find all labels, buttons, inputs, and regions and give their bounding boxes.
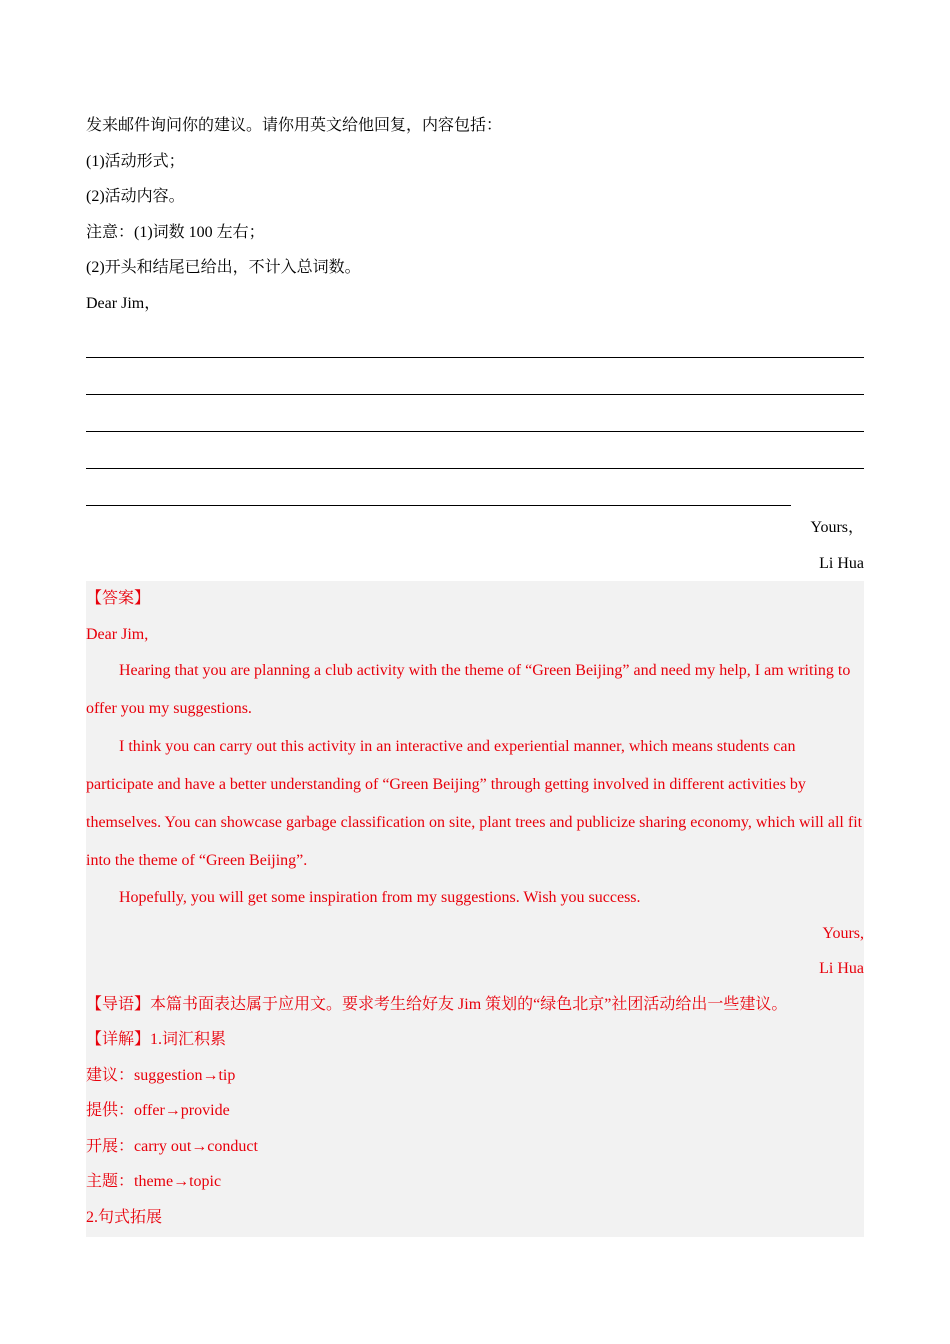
answer-label: 【答案】 [86, 590, 151, 607]
answer-blank-line[interactable] [86, 469, 791, 506]
detail-heading: 1.词汇积累 [150, 1031, 227, 1048]
guide-line [86, 987, 864, 1023]
detail-label: 【详解】 [86, 1031, 151, 1048]
question-closing: Yours， [810, 519, 864, 536]
question-salutation: Dear Jim， [86, 294, 161, 312]
answer-blank-line[interactable] [86, 321, 864, 358]
question-line-3: (2)活动内容。 [86, 188, 185, 205]
guide-text: 本篇书面表达属于应用文。要求考生给好友 Jim 策划的“绿色北京”社团活动给出一些建议。 [150, 995, 788, 1013]
vocab-item: 开展：carry out→conduct [86, 1137, 258, 1155]
question-signature: Li Hua [819, 554, 864, 572]
answer-paragraph-1: Hearing that you are planning a club activity with the theme of “Green Beijing” and need my help, I am writing to offer you my suggestions. [86, 662, 851, 717]
answer-salutation: Dear Jim, [86, 625, 149, 643]
question-line-2: (1)活动形式； [86, 152, 185, 170]
answer-blank-line[interactable] [86, 358, 864, 395]
answer-paragraph-3: Hopefully, you will get some inspiration from my suggestions. Wish you success. [119, 889, 641, 906]
answer-blank-line[interactable] [86, 432, 864, 469]
detail-heading-2: 2.句式拓展 [86, 1208, 163, 1226]
vocab-item: 主题：theme→topic [86, 1173, 222, 1190]
answer-signature: Li Hua [819, 960, 864, 977]
vocab-item: 提供：offer→provide [86, 1102, 230, 1119]
answer-blank-line[interactable] [86, 395, 864, 432]
guide-label: 【导语】 [86, 995, 151, 1013]
question-line-4: 注意：(1)词数 100 左右； [86, 223, 265, 241]
answer-section [86, 581, 864, 1237]
answer-paragraph-2: I think you can carry out this activity in an interactive and experiential manner, which means students can participate and have a better understanding of “Green Beijing” through getting involved in different activities by themselves. You can showcase garbage classification on site, plant trees and publicize sharing economy, which will all fit into the theme of “Green Beijing”. [86, 738, 863, 869]
answer-closing: Yours, [822, 924, 864, 942]
vocab-item: 建议：suggestion→tip [86, 1066, 236, 1084]
question-line-5: (2)开头和结尾已给出，不计入总词数。 [86, 259, 361, 276]
question-line-1: 发来邮件询问你的建议。请你用英文给他回复，内容包括： [86, 117, 503, 134]
detail-line [86, 1022, 864, 1058]
document-page [86, 108, 864, 1237]
